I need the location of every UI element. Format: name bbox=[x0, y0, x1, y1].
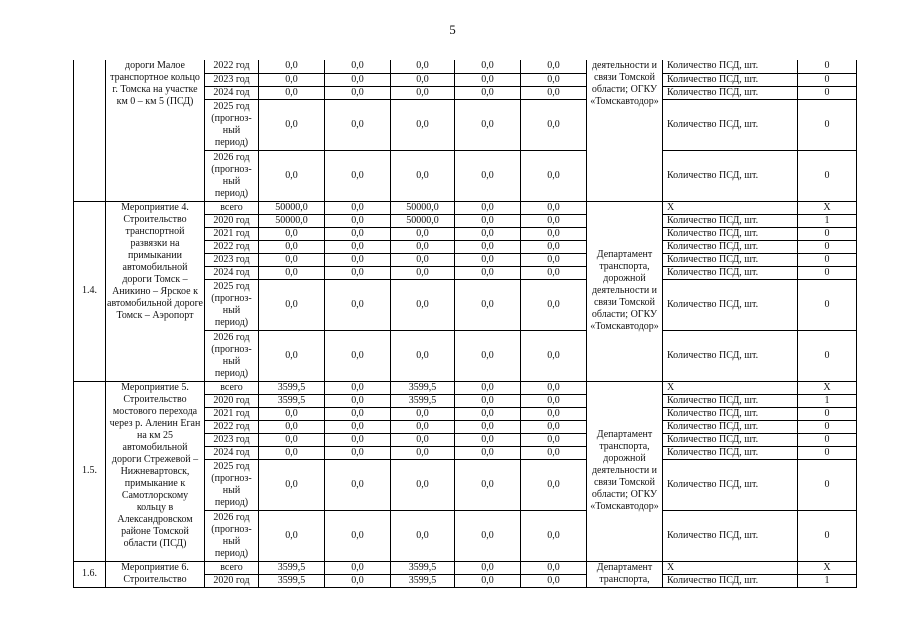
regional-value-cell: 3599,5 bbox=[391, 381, 455, 394]
executor-cell: Департамент транспорта, дорожной деятельности и связи Томской области; ОГКУ «Томскавтодор» bbox=[587, 201, 663, 381]
indicator-name-cell: Количество ПСД, шт. bbox=[663, 420, 798, 433]
year-cell: 2026 год (прогноз-ный период) bbox=[205, 510, 259, 561]
federal-value-cell: 0,0 bbox=[325, 433, 391, 446]
indicator-value-cell: Х bbox=[798, 561, 857, 574]
year-cell: 2025 год (прогноз-ный период) bbox=[205, 279, 259, 330]
indicator-value-cell: 0 bbox=[798, 420, 857, 433]
executor-cell: Департамент транспорта, bbox=[587, 561, 663, 587]
indicator-name-cell: Количество ПСД, шт. bbox=[663, 227, 798, 240]
total-value-cell: 0,0 bbox=[259, 407, 325, 420]
indicator-name-cell: Х bbox=[663, 561, 798, 574]
total-value-cell: 0,0 bbox=[259, 73, 325, 86]
extra-value-cell: 0,0 bbox=[521, 330, 587, 381]
extra-value-cell: 0,0 bbox=[521, 227, 587, 240]
year-cell: 2022 год bbox=[205, 240, 259, 253]
program-activities-table bbox=[73, 60, 857, 588]
indicator-name-cell: Количество ПСД, шт. bbox=[663, 214, 798, 227]
total-value-cell: 0,0 bbox=[259, 86, 325, 99]
indicator-value-cell: 1 bbox=[798, 574, 857, 587]
regional-value-cell: 3599,5 bbox=[391, 394, 455, 407]
federal-value-cell: 0,0 bbox=[325, 420, 391, 433]
extra-value-cell: 0,0 bbox=[521, 574, 587, 587]
extra-value-cell: 0,0 bbox=[521, 420, 587, 433]
federal-value-cell: 0,0 bbox=[325, 227, 391, 240]
indicator-value-cell: 0 bbox=[798, 510, 857, 561]
federal-value-cell: 0,0 bbox=[325, 394, 391, 407]
year-cell: 2026 год (прогноз-ный период) bbox=[205, 330, 259, 381]
total-value-cell: 0,0 bbox=[259, 253, 325, 266]
indicator-name-cell: Количество ПСД, шт. bbox=[663, 459, 798, 510]
indicator-name-cell: Количество ПСД, шт. bbox=[663, 240, 798, 253]
indicator-name-cell: Количество ПСД, шт. bbox=[663, 407, 798, 420]
local-value-cell: 0,0 bbox=[455, 510, 521, 561]
indicator-value-cell: 0 bbox=[798, 279, 857, 330]
indicator-name-cell: Количество ПСД, шт. bbox=[663, 86, 798, 99]
total-value-cell: 0,0 bbox=[259, 266, 325, 279]
regional-value-cell: 0,0 bbox=[391, 266, 455, 279]
federal-value-cell: 0,0 bbox=[325, 60, 391, 73]
indicator-value-cell: 0 bbox=[798, 266, 857, 279]
local-value-cell: 0,0 bbox=[455, 227, 521, 240]
extra-value-cell: 0,0 bbox=[521, 279, 587, 330]
year-cell: 2023 год bbox=[205, 253, 259, 266]
extra-value-cell: 0,0 bbox=[521, 240, 587, 253]
regional-value-cell: 0,0 bbox=[391, 510, 455, 561]
activity-name-cell: Мероприятие 5. Строительство мостового перехода через р. Аленин Еган на км 25 автомобильной дороги Стрежевой – Нижневартовск, примыкание к Самотлорскому кольцу в Александровском районе Томской области (ПСД) bbox=[106, 381, 205, 561]
indicator-name-cell: Количество ПСД, шт. bbox=[663, 150, 798, 201]
indicator-name-cell: Количество ПСД, шт. bbox=[663, 574, 798, 587]
year-cell: всего bbox=[205, 561, 259, 574]
table-row bbox=[74, 561, 857, 574]
extra-value-cell: 0,0 bbox=[521, 60, 587, 73]
indicator-value-cell: 0 bbox=[798, 433, 857, 446]
table-row bbox=[74, 381, 857, 394]
indicator-value-cell: 0 bbox=[798, 60, 857, 73]
year-cell: всего bbox=[205, 381, 259, 394]
item-number-cell: 1.5. bbox=[74, 381, 106, 561]
local-value-cell: 0,0 bbox=[455, 60, 521, 73]
regional-value-cell: 0,0 bbox=[391, 150, 455, 201]
executor-cell: деятельности и связи Томской области; ОГКУ «Томскавтодор» bbox=[587, 60, 663, 201]
indicator-value-cell: Х bbox=[798, 381, 857, 394]
total-value-cell: 3599,5 bbox=[259, 381, 325, 394]
item-number-cell: 1.6. bbox=[74, 561, 106, 587]
regional-value-cell: 0,0 bbox=[391, 253, 455, 266]
federal-value-cell: 0,0 bbox=[325, 150, 391, 201]
indicator-name-cell: Количество ПСД, шт. bbox=[663, 433, 798, 446]
indicator-value-cell: 1 bbox=[798, 394, 857, 407]
local-value-cell: 0,0 bbox=[455, 253, 521, 266]
federal-value-cell: 0,0 bbox=[325, 240, 391, 253]
federal-value-cell: 0,0 bbox=[325, 446, 391, 459]
local-value-cell: 0,0 bbox=[455, 433, 521, 446]
local-value-cell: 0,0 bbox=[455, 150, 521, 201]
extra-value-cell: 0,0 bbox=[521, 214, 587, 227]
regional-value-cell: 0,0 bbox=[391, 99, 455, 150]
item-number-cell bbox=[74, 60, 106, 201]
total-value-cell: 3599,5 bbox=[259, 574, 325, 587]
total-value-cell: 50000,0 bbox=[259, 201, 325, 214]
year-cell: 2021 год bbox=[205, 407, 259, 420]
regional-value-cell: 0,0 bbox=[391, 459, 455, 510]
regional-value-cell: 0,0 bbox=[391, 433, 455, 446]
item-number-cell: 1.4. bbox=[74, 201, 106, 381]
federal-value-cell: 0,0 bbox=[325, 73, 391, 86]
extra-value-cell: 0,0 bbox=[521, 459, 587, 510]
year-cell: всего bbox=[205, 201, 259, 214]
federal-value-cell: 0,0 bbox=[325, 330, 391, 381]
indicator-name-cell: Количество ПСД, шт. bbox=[663, 510, 798, 561]
local-value-cell: 0,0 bbox=[455, 407, 521, 420]
regional-value-cell: 50000,0 bbox=[391, 201, 455, 214]
local-value-cell: 0,0 bbox=[455, 330, 521, 381]
indicator-name-cell: Х bbox=[663, 201, 798, 214]
indicator-value-cell: 0 bbox=[798, 459, 857, 510]
indicator-value-cell: 0 bbox=[798, 407, 857, 420]
extra-value-cell: 0,0 bbox=[521, 561, 587, 574]
indicator-value-cell: 0 bbox=[798, 150, 857, 201]
local-value-cell: 0,0 bbox=[455, 99, 521, 150]
regional-value-cell: 0,0 bbox=[391, 279, 455, 330]
total-value-cell: 0,0 bbox=[259, 279, 325, 330]
local-value-cell: 0,0 bbox=[455, 394, 521, 407]
local-value-cell: 0,0 bbox=[455, 446, 521, 459]
indicator-value-cell: 0 bbox=[798, 99, 857, 150]
indicator-value-cell: 0 bbox=[798, 86, 857, 99]
regional-value-cell: 0,0 bbox=[391, 446, 455, 459]
regional-value-cell: 50000,0 bbox=[391, 214, 455, 227]
indicator-value-cell: 0 bbox=[798, 253, 857, 266]
local-value-cell: 0,0 bbox=[455, 73, 521, 86]
year-cell: 2021 год bbox=[205, 227, 259, 240]
indicator-name-cell: Количество ПСД, шт. bbox=[663, 394, 798, 407]
year-cell: 2024 год bbox=[205, 446, 259, 459]
extra-value-cell: 0,0 bbox=[521, 86, 587, 99]
activity-name-cell: дороги Малое транспортное кольцо г. Томска на участке км 0 – км 5 (ПСД) bbox=[106, 60, 205, 201]
indicator-name-cell: Количество ПСД, шт. bbox=[663, 279, 798, 330]
year-cell: 2025 год (прогноз-ный период) bbox=[205, 459, 259, 510]
total-value-cell: 0,0 bbox=[259, 227, 325, 240]
executor-cell: Департамент транспорта, дорожной деятельности и связи Томской области; ОГКУ «Томскавтодор» bbox=[587, 381, 663, 561]
federal-value-cell: 0,0 bbox=[325, 266, 391, 279]
extra-value-cell: 0,0 bbox=[521, 446, 587, 459]
extra-value-cell: 0,0 bbox=[521, 381, 587, 394]
indicator-name-cell: Количество ПСД, шт. bbox=[663, 60, 798, 73]
federal-value-cell: 0,0 bbox=[325, 561, 391, 574]
total-value-cell: 0,0 bbox=[259, 420, 325, 433]
extra-value-cell: 0,0 bbox=[521, 253, 587, 266]
total-value-cell: 0,0 bbox=[259, 510, 325, 561]
local-value-cell: 0,0 bbox=[455, 201, 521, 214]
total-value-cell: 0,0 bbox=[259, 60, 325, 73]
year-cell: 2024 год bbox=[205, 266, 259, 279]
indicator-name-cell: Количество ПСД, шт. bbox=[663, 253, 798, 266]
regional-value-cell: 0,0 bbox=[391, 60, 455, 73]
total-value-cell: 0,0 bbox=[259, 433, 325, 446]
indicator-name-cell: Количество ПСД, шт. bbox=[663, 99, 798, 150]
extra-value-cell: 0,0 bbox=[521, 433, 587, 446]
total-value-cell: 0,0 bbox=[259, 446, 325, 459]
indicator-value-cell: 0 bbox=[798, 73, 857, 86]
year-cell: 2026 год (прогноз-ный период) bbox=[205, 150, 259, 201]
federal-value-cell: 0,0 bbox=[325, 253, 391, 266]
year-cell: 2023 год bbox=[205, 73, 259, 86]
local-value-cell: 0,0 bbox=[455, 266, 521, 279]
extra-value-cell: 0,0 bbox=[521, 510, 587, 561]
table-row bbox=[74, 60, 857, 73]
local-value-cell: 0,0 bbox=[455, 381, 521, 394]
federal-value-cell: 0,0 bbox=[325, 510, 391, 561]
indicator-value-cell: 0 bbox=[798, 227, 857, 240]
local-value-cell: 0,0 bbox=[455, 240, 521, 253]
federal-value-cell: 0,0 bbox=[325, 279, 391, 330]
federal-value-cell: 0,0 bbox=[325, 381, 391, 394]
local-value-cell: 0,0 bbox=[455, 459, 521, 510]
local-value-cell: 0,0 bbox=[455, 279, 521, 330]
total-value-cell: 0,0 bbox=[259, 330, 325, 381]
year-cell: 2024 год bbox=[205, 86, 259, 99]
local-value-cell: 0,0 bbox=[455, 574, 521, 587]
year-cell: 2022 год bbox=[205, 60, 259, 73]
federal-value-cell: 0,0 bbox=[325, 214, 391, 227]
activity-name-cell: Мероприятие 4. Строительство транспортной развязки на примыкании автомобильной дороги Томск – Аникино – Ярское к автомобильной дороге Томск – Аэропорт bbox=[106, 201, 205, 381]
indicator-name-cell: Количество ПСД, шт. bbox=[663, 446, 798, 459]
indicator-name-cell: Количество ПСД, шт. bbox=[663, 266, 798, 279]
total-value-cell: 0,0 bbox=[259, 150, 325, 201]
extra-value-cell: 0,0 bbox=[521, 407, 587, 420]
extra-value-cell: 0,0 bbox=[521, 266, 587, 279]
federal-value-cell: 0,0 bbox=[325, 459, 391, 510]
extra-value-cell: 0,0 bbox=[521, 99, 587, 150]
total-value-cell: 50000,0 bbox=[259, 214, 325, 227]
total-value-cell: 0,0 bbox=[259, 240, 325, 253]
indicator-name-cell: Количество ПСД, шт. bbox=[663, 73, 798, 86]
indicator-value-cell: 0 bbox=[798, 240, 857, 253]
extra-value-cell: 0,0 bbox=[521, 150, 587, 201]
year-cell: 2023 год bbox=[205, 433, 259, 446]
regional-value-cell: 0,0 bbox=[391, 86, 455, 99]
regional-value-cell: 0,0 bbox=[391, 407, 455, 420]
extra-value-cell: 0,0 bbox=[521, 73, 587, 86]
year-cell: 2020 год bbox=[205, 574, 259, 587]
year-cell: 2022 год bbox=[205, 420, 259, 433]
year-cell: 2020 год bbox=[205, 214, 259, 227]
local-value-cell: 0,0 bbox=[455, 214, 521, 227]
table-row bbox=[74, 201, 857, 214]
indicator-name-cell: Количество ПСД, шт. bbox=[663, 330, 798, 381]
total-value-cell: 0,0 bbox=[259, 99, 325, 150]
total-value-cell: 3599,5 bbox=[259, 561, 325, 574]
extra-value-cell: 0,0 bbox=[521, 201, 587, 214]
year-cell: 2020 год bbox=[205, 394, 259, 407]
regional-value-cell: 3599,5 bbox=[391, 574, 455, 587]
indicator-value-cell: 0 bbox=[798, 446, 857, 459]
local-value-cell: 0,0 bbox=[455, 561, 521, 574]
year-cell: 2025 год (прогноз-ный период) bbox=[205, 99, 259, 150]
regional-value-cell: 0,0 bbox=[391, 330, 455, 381]
regional-value-cell: 3599,5 bbox=[391, 561, 455, 574]
page-number: 5 bbox=[449, 22, 456, 37]
regional-value-cell: 0,0 bbox=[391, 227, 455, 240]
total-value-cell: 3599,5 bbox=[259, 394, 325, 407]
local-value-cell: 0,0 bbox=[455, 86, 521, 99]
regional-value-cell: 0,0 bbox=[391, 73, 455, 86]
indicator-value-cell: 1 bbox=[798, 214, 857, 227]
indicator-value-cell: Х bbox=[798, 201, 857, 214]
federal-value-cell: 0,0 bbox=[325, 99, 391, 150]
total-value-cell: 0,0 bbox=[259, 459, 325, 510]
federal-value-cell: 0,0 bbox=[325, 86, 391, 99]
indicator-name-cell: Х bbox=[663, 381, 798, 394]
federal-value-cell: 0,0 bbox=[325, 201, 391, 214]
federal-value-cell: 0,0 bbox=[325, 407, 391, 420]
indicator-value-cell: 0 bbox=[798, 330, 857, 381]
extra-value-cell: 0,0 bbox=[521, 394, 587, 407]
activity-name-cell: Мероприятие 6. Строительство bbox=[106, 561, 205, 587]
local-value-cell: 0,0 bbox=[455, 420, 521, 433]
federal-value-cell: 0,0 bbox=[325, 574, 391, 587]
regional-value-cell: 0,0 bbox=[391, 240, 455, 253]
regional-value-cell: 0,0 bbox=[391, 420, 455, 433]
